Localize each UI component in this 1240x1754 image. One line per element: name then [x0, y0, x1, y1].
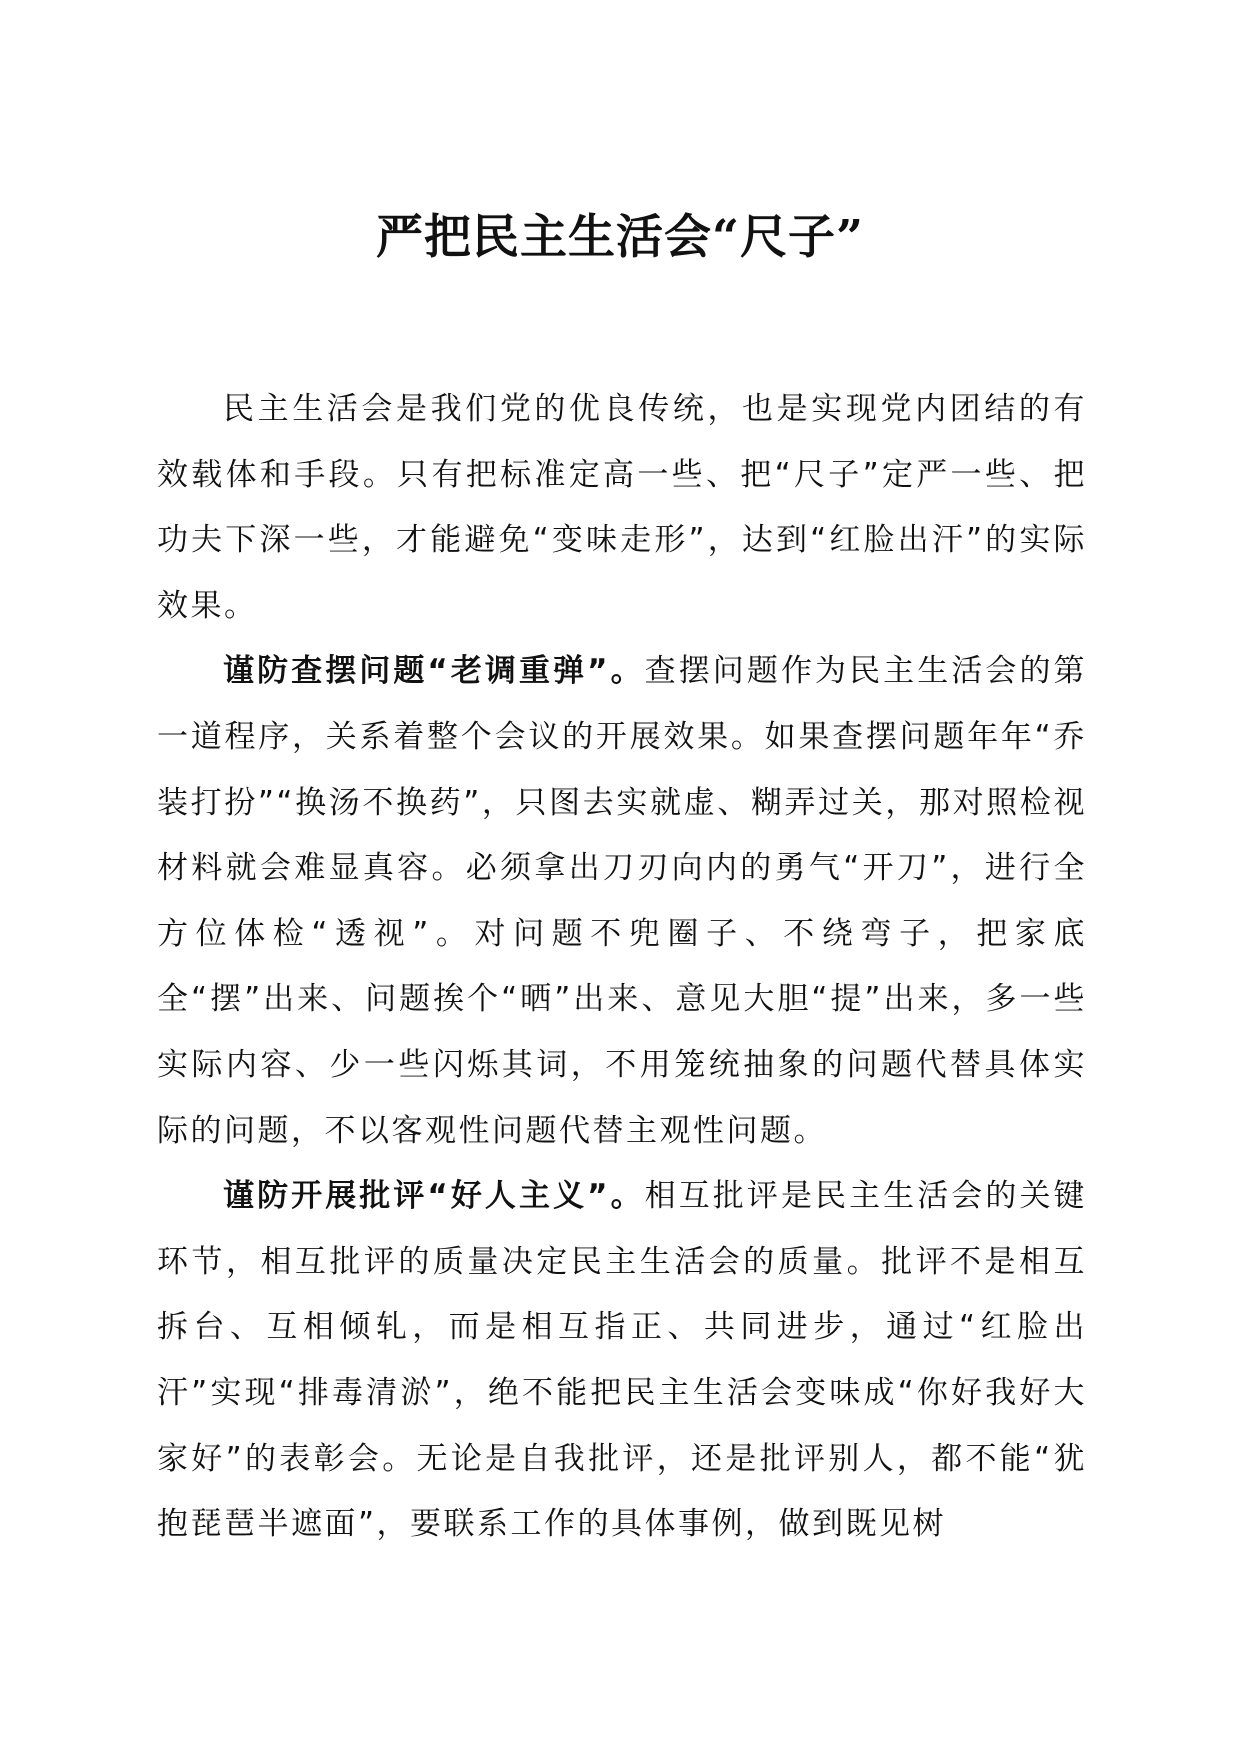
section-paragraph-2	[157, 1164, 1087, 1558]
section-paragraph-1	[157, 639, 1087, 1164]
intro-paragraph: 民主生活会是我们党的优良传统，也是实现党内团结的有效载体和手段。只有把标准定高一些、把“尺子”定严一些、把功夫下深一些，才能避免“变味走形”，达到“红脸出汗”的实际效果。	[157, 391, 1087, 624]
document-title: 严把民主生活会“尺子”	[375, 210, 865, 265]
section-heading-1: 谨防查摆问题“老调重弹”。	[223, 653, 645, 690]
section-text-1: 查摆问题作为民主生活会的第一道程序，关系着整个会议的开展效果。如果查摆问题年年“乔装打扮”“换汤不换药”，只图去实就虚、糊弄过关，那对照检视材料就会难显真容。必须拿出刀刃向内的勇气“开刀”，进行全方位体检“透视”。对问题不兜圈子、不绕弯子，把家底全“摆”出来、问题挨个“晒”出来、意见大胆“提”出来，多一些实际内容、少一些闪烁其词，不用笼统抽象的问题代替具体实际的问题，不以客观性问题代替主观性问题。	[157, 653, 1088, 1149]
section-text-2: 相互批评是民主生活会的关键环节，相互批评的质量决定民主生活会的质量。批评不是相互拆台、互相倾轧，而是相互指正、共同进步，通过“红脸出汗”实现“排毒清淤”，绝不能把民主生活会变味成“你好我好大家好”的表彰会。无论是自我批评，还是批评别人，都不能“犹抱琵琶半遮面”，要联系工作的具体事例，做到既见树	[157, 1178, 1088, 1543]
document-body	[157, 377, 1087, 1558]
section-heading-2: 谨防开展批评“好人主义”。	[223, 1178, 645, 1215]
